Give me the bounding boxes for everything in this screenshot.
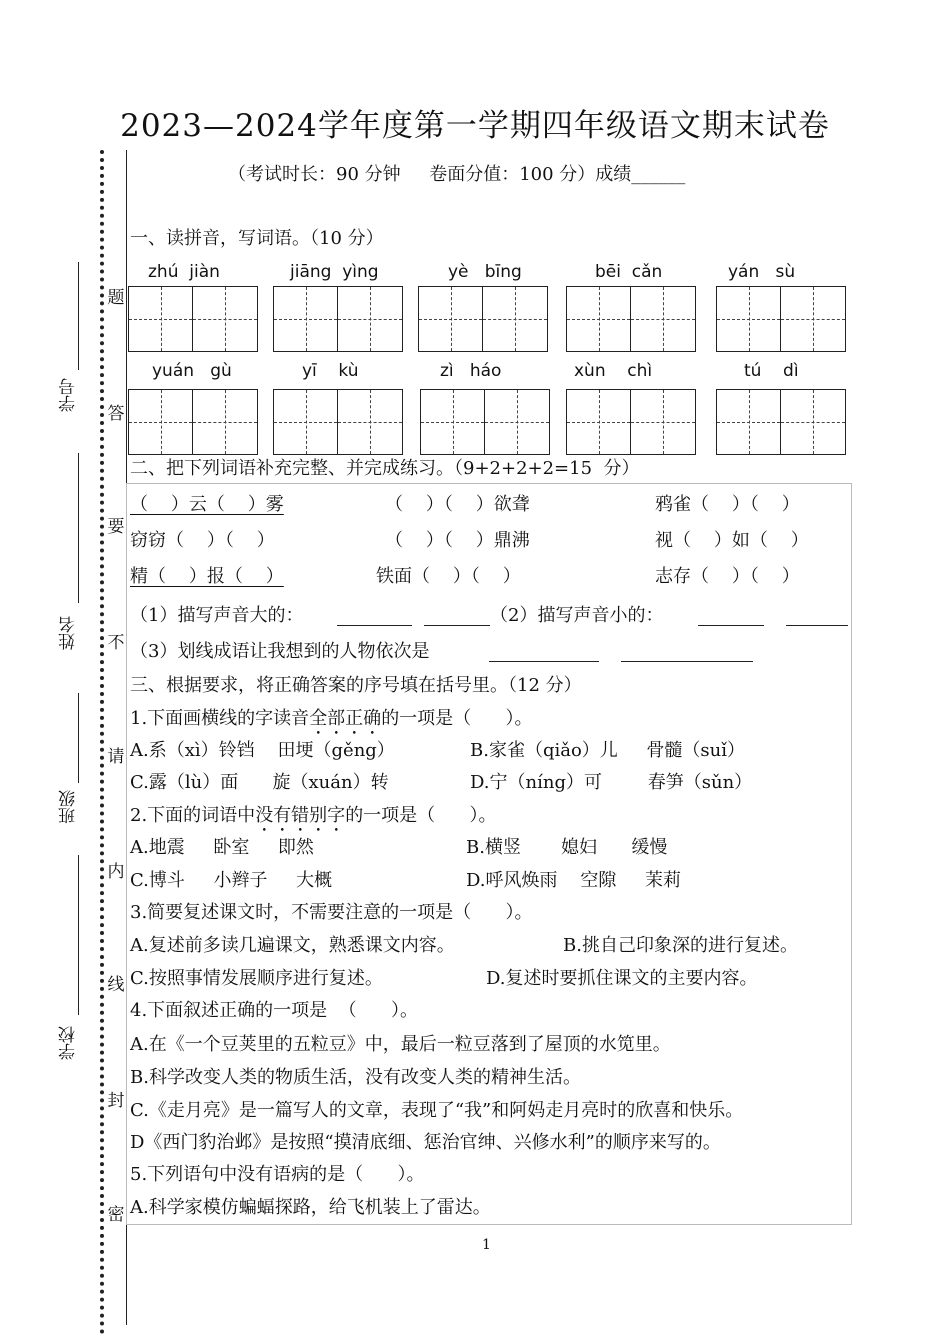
student-id-label: 学号 bbox=[59, 378, 79, 412]
option-d: D.宁（níng）可 春笋（sǔn） bbox=[470, 772, 753, 793]
pinyin-label: tú dì bbox=[744, 361, 799, 381]
option-d: D.复述时要抓住课文的主要内容。 bbox=[486, 968, 758, 989]
option-a: A.科学家模仿蝙蝠探路，给飞机装上了雷达。 bbox=[130, 1197, 491, 1218]
option-c: C.露（lù）面 旋（xuán）转 bbox=[130, 772, 389, 793]
pinyin-label: yán sù bbox=[728, 262, 796, 282]
option-d: D《西门豹治邺》是按照“摸清底细、惩治官绅、兴修水利”的顺序来写的。 bbox=[130, 1132, 721, 1153]
writing-grid[interactable] bbox=[420, 389, 550, 455]
section1-heading: 一、读拼音，写词语。（10 分） bbox=[130, 228, 384, 249]
answer-blank[interactable] bbox=[424, 607, 490, 626]
option-b: B.家雀（qiǎo）儿 骨髓（suǐ） bbox=[470, 740, 745, 761]
question-stem bbox=[130, 707, 533, 739]
option-b: B.科学改变人类的物质生活，没有改变人类的精神生活。 bbox=[130, 1067, 581, 1088]
option-b: B.挑自己印象深的进行复述。 bbox=[563, 935, 798, 956]
page-title: 2023—2024学年度第一学期四年级语文期末试卷 bbox=[120, 108, 830, 144]
question-stem bbox=[130, 804, 497, 836]
question-stem: 3.简要复述课文时，不需要注意的一项是（ ）。 bbox=[130, 902, 533, 923]
idiom-fill[interactable]: 窃窃（ ）（ ） bbox=[130, 530, 275, 551]
pinyin-label: yè bīng bbox=[448, 262, 522, 282]
option-b: B.横竖 媳妇 缓慢 bbox=[466, 837, 668, 858]
idiom-fill[interactable] bbox=[130, 565, 284, 589]
warning-char: 不 bbox=[107, 633, 125, 653]
idiom-fill[interactable]: 志存（ ）（ ） bbox=[655, 566, 800, 587]
page-number: 1 bbox=[482, 1237, 491, 1253]
idiom-fill[interactable]: （ ）（ ）鼎沸 bbox=[385, 530, 530, 551]
stem-text: 的一项是（ ）。 bbox=[381, 708, 533, 729]
writing-grid[interactable] bbox=[273, 389, 403, 455]
writing-grid[interactable] bbox=[716, 389, 846, 455]
warning-char: 密 bbox=[107, 1205, 125, 1225]
margin-short-line bbox=[78, 453, 79, 603]
warning-char: 要 bbox=[107, 517, 125, 537]
answer-blank[interactable] bbox=[337, 607, 412, 626]
stem-text: 1.下面画横线的字读音 bbox=[130, 708, 310, 729]
option-d: D.呼风焕雨 空隙 茉莉 bbox=[466, 870, 682, 891]
section2-heading: 二、把下列词语补充完整、并完成练习。（9+2+2+2=15 分） bbox=[130, 458, 640, 479]
stem-text: 的一项是（ ）。 bbox=[345, 805, 497, 826]
option-c: C.《走月亮》是一篇写人的文章，表现了“我”和阿妈走月亮时的欣喜和快乐。 bbox=[130, 1100, 744, 1121]
warning-char: 答 bbox=[107, 404, 125, 424]
warning-char: 线 bbox=[107, 975, 125, 995]
idiom-fill[interactable]: 铁面（ ）（ ） bbox=[376, 566, 521, 587]
margin-short-line bbox=[78, 693, 79, 783]
answer-blank[interactable] bbox=[698, 607, 764, 626]
pinyin-label: zì háo bbox=[440, 361, 502, 381]
pinyin-label: zhú jiàn bbox=[148, 262, 220, 282]
option-c: C.按照事情发展顺序进行复述。 bbox=[130, 968, 383, 989]
margin-short-line bbox=[78, 855, 79, 1015]
writing-grid[interactable] bbox=[566, 389, 696, 455]
answer-blank[interactable] bbox=[786, 607, 848, 626]
answer-blank[interactable] bbox=[489, 643, 599, 662]
emphasized-text: 没有错别字 bbox=[255, 805, 346, 826]
idiom-fill[interactable]: （ ）（ ）欲聋 bbox=[385, 494, 530, 515]
warning-char: 请 bbox=[107, 747, 125, 767]
idiom-fill[interactable]: 视（ ）如（ ） bbox=[655, 530, 809, 551]
emphasized-text: 全部正确 bbox=[309, 708, 382, 729]
exam-info: （考试时长：90 分钟 卷面分值：100 分）成绩______ bbox=[228, 164, 686, 185]
school-label: 学校 bbox=[59, 1026, 79, 1060]
answer-blank[interactable] bbox=[621, 643, 753, 662]
stem-text: 2.下面的词语中 bbox=[130, 805, 256, 826]
writing-grid[interactable] bbox=[716, 286, 846, 352]
option-a: A.系（xì）铃铛 田埂（gěng） bbox=[130, 740, 395, 761]
idiom-text: （ ）云（ ）雾 bbox=[130, 494, 284, 515]
writing-grid[interactable] bbox=[128, 286, 258, 352]
option-c: C.博斗 小辫子 大概 bbox=[130, 870, 333, 891]
idiom-text: 精（ ）报（ ） bbox=[130, 566, 284, 587]
pinyin-label: xùn chì bbox=[574, 361, 653, 381]
margin-short-line bbox=[78, 262, 79, 370]
loud-sound-question: （1）描写声音大的： bbox=[130, 605, 304, 626]
idiom-fill[interactable]: 鸦雀（ ）（ ） bbox=[655, 494, 800, 515]
option-a: A.在《一个豆荚里的五粒豆》中，最后一粒豆落到了屋顶的水笕里。 bbox=[130, 1034, 671, 1055]
pinyin-label: yuán gù bbox=[152, 361, 232, 381]
class-label: 班级 bbox=[59, 790, 79, 824]
warning-char: 题 bbox=[107, 288, 125, 308]
writing-grid[interactable] bbox=[128, 389, 258, 455]
writing-grid[interactable] bbox=[566, 286, 696, 352]
option-a: A.复述前多读几遍课文，熟悉课文内容。 bbox=[130, 935, 455, 956]
option-a: A.地震 卧室 即然 bbox=[130, 837, 314, 858]
dotted-binding-line bbox=[100, 150, 104, 1335]
warning-char: 内 bbox=[107, 862, 125, 882]
idiom-fill[interactable] bbox=[130, 493, 284, 517]
pinyin-label: yī kù bbox=[302, 361, 359, 381]
quiet-sound-question: （2）描写声音小的： bbox=[490, 605, 664, 626]
pinyin-label: bēi cǎn bbox=[595, 262, 663, 282]
question-stem: 5.下列语句中没有语病的是（ ）。 bbox=[130, 1164, 425, 1185]
writing-grid[interactable] bbox=[418, 286, 548, 352]
warning-char: 封 bbox=[107, 1091, 125, 1111]
pinyin-label: jiāng yìng bbox=[290, 262, 379, 282]
question-stem: 4.下面叙述正确的一项是 （ ）。 bbox=[130, 1000, 418, 1021]
writing-grid[interactable] bbox=[273, 286, 403, 352]
character-question: （3）划线成语让我想到的人物依次是 bbox=[130, 641, 430, 662]
name-label: 姓名 bbox=[59, 616, 79, 650]
section3-heading: 三、根据要求，将正确答案的序号填在括号里。（12 分） bbox=[130, 675, 582, 696]
